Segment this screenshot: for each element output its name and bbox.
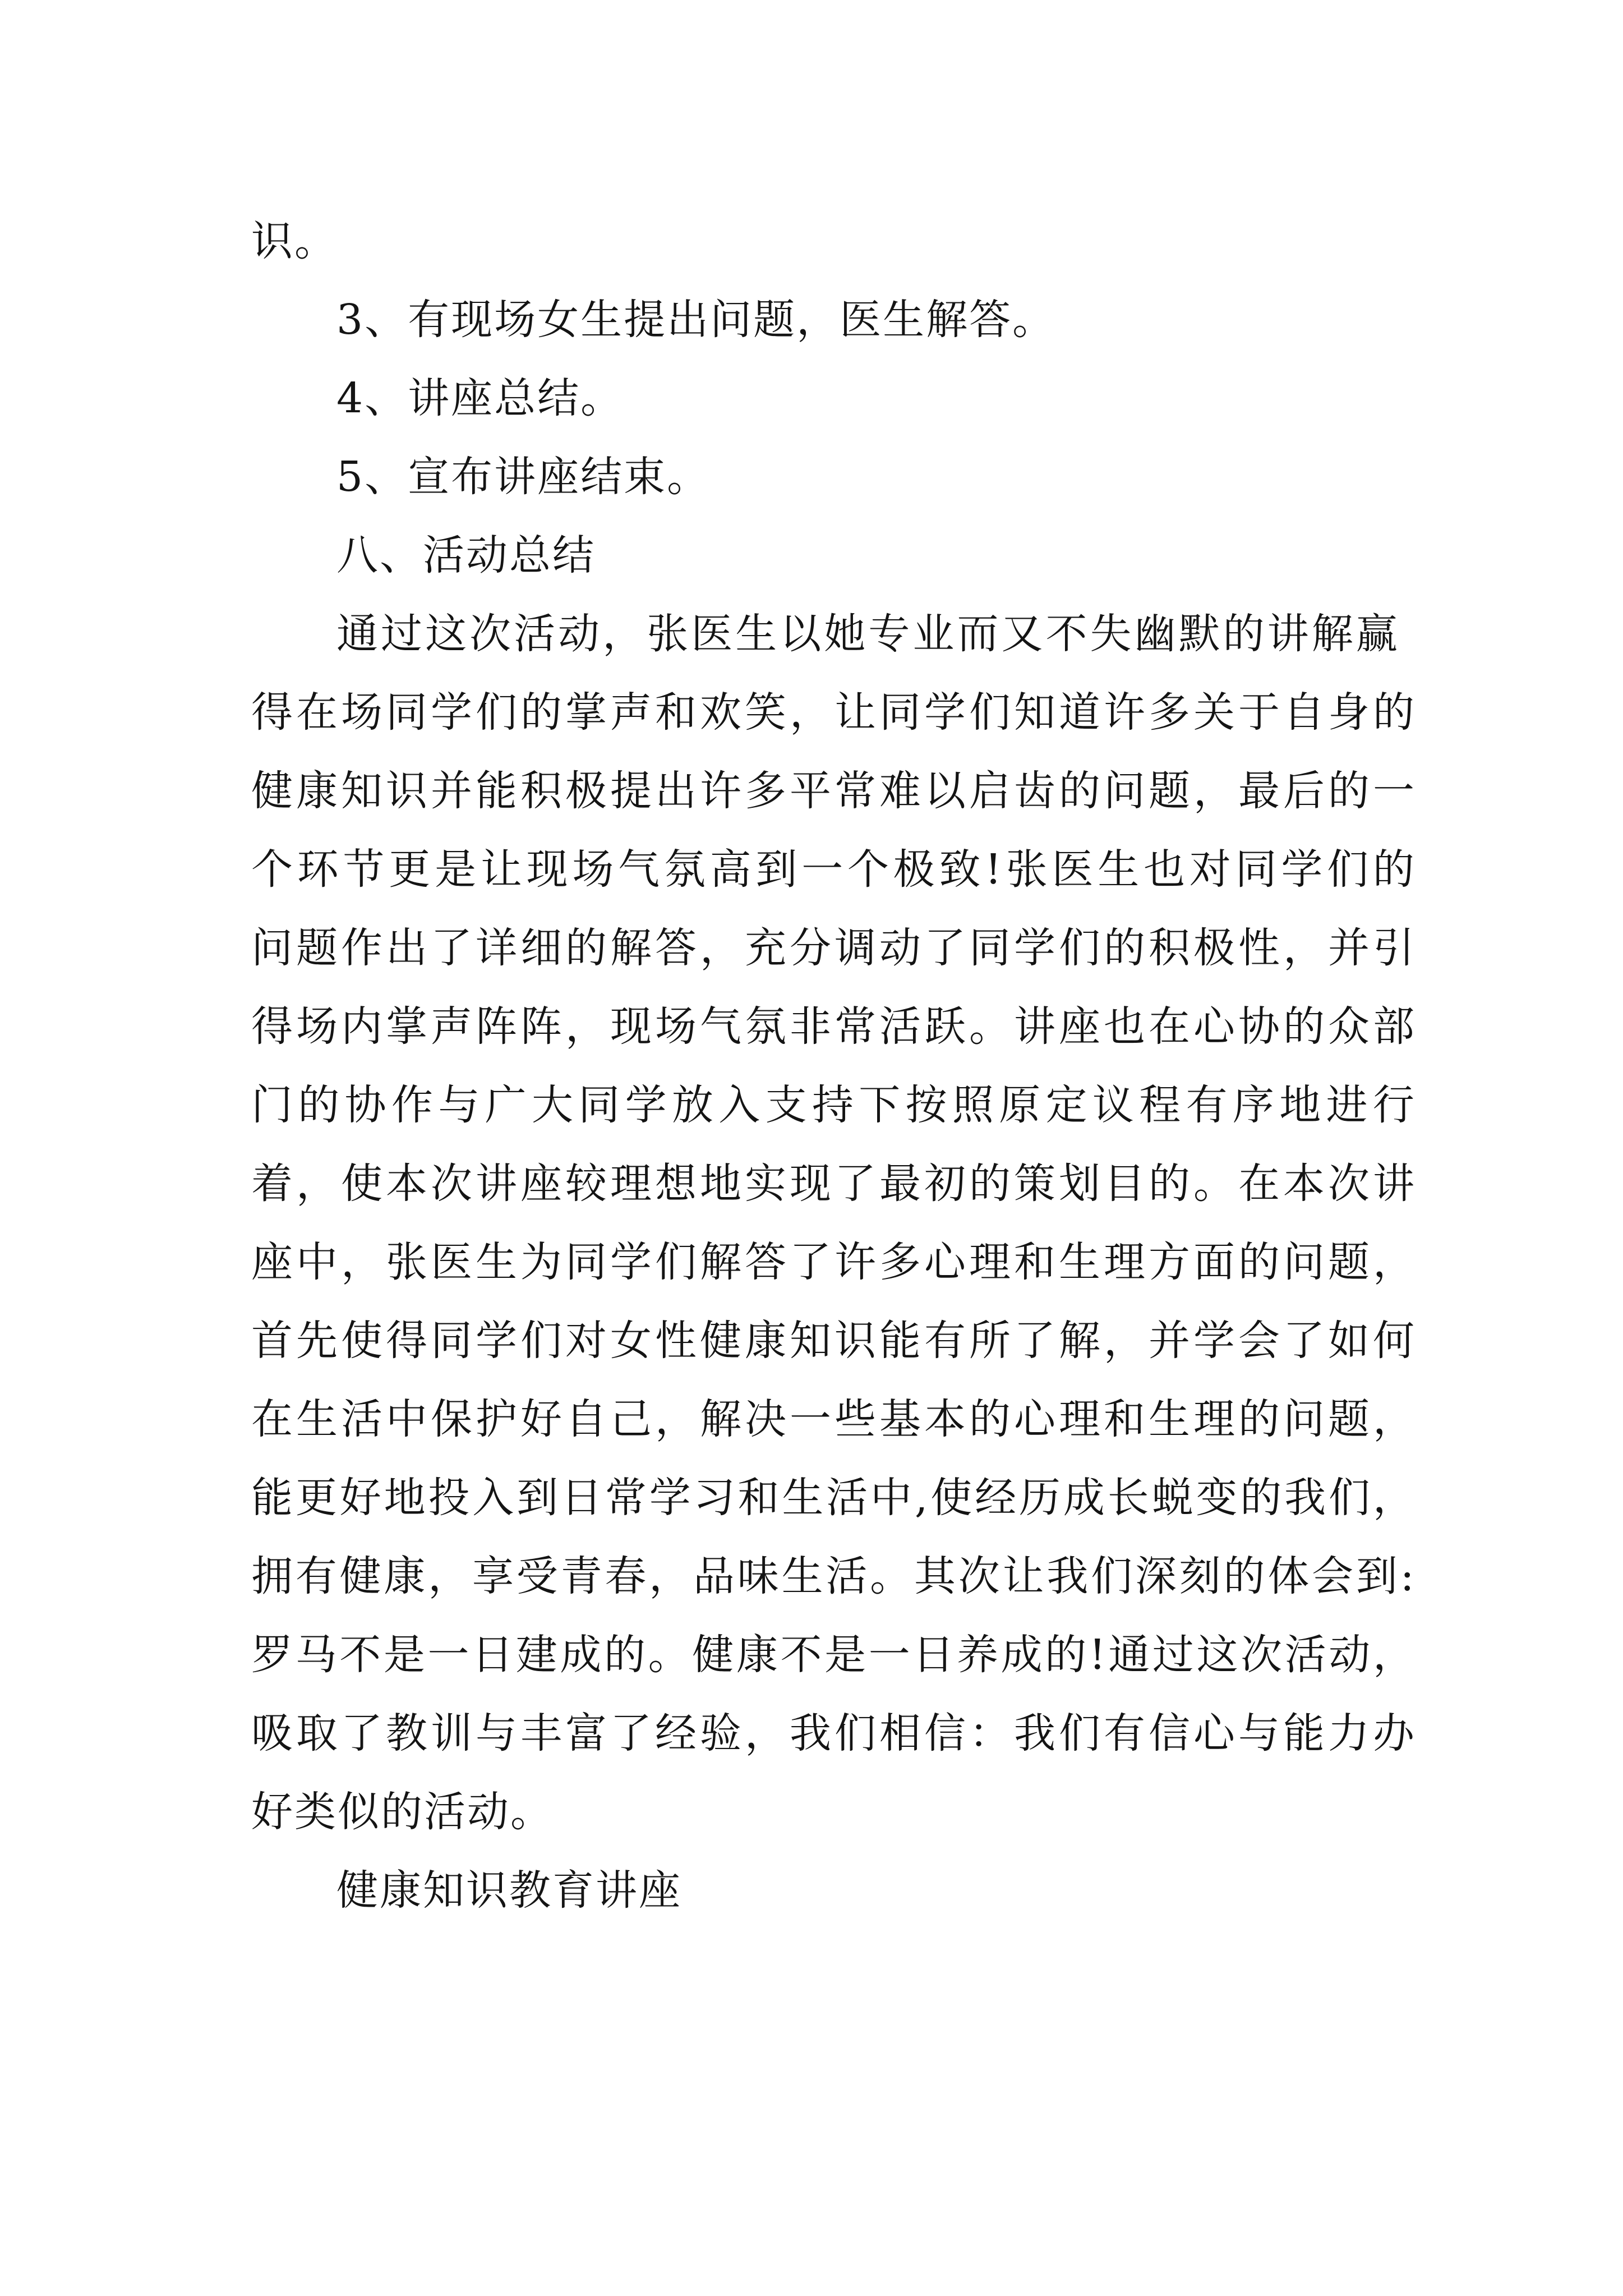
paragraph-line: 个 环 节 更 是 让 现 场 气 氛 高 到 一 个 极 致 ! 张 医 生 也 对 同 学 们 的 [251, 845, 1414, 894]
paragraph-line: 好类似的活动。 [251, 1788, 554, 1836]
list-item: 5、宣布讲座结束。 [336, 453, 711, 501]
paragraph-line: 通 过 这 次 活 动 ， 张 医 生 以 她 专 业 而 又 不 失 幽 默 的 讲 解 赢 [336, 610, 1398, 658]
paragraph-line: 能 更 好 地 投 入 到 日 常 学 习 和 生 活 中 , 使 经 历 成 长 蜕 变 的 我 们 ， [251, 1474, 1414, 1522]
paragraph-line: 得 在 场 同 学 们 的 掌 声 和 欢 笑 ， 让 同 学 们 知 道 许 多 关 于 自 身 的 [251, 688, 1414, 737]
paragraph-line: 罗 马 不 是 一 日 建 成 的 。 健 康 不 是 一 日 养 成 的 ! 通 过 这 次 活 动 ， [251, 1631, 1414, 1679]
paragraph-line: 首 先 使 得 同 学 们 对 女 性 健 康 知 识 能 有 所 了 解 ， 并 学 会 了 如 何 [251, 1317, 1414, 1365]
paragraph-line: 健 康 知 识 并 能 积 极 提 出 许 多 平 常 难 以 启 齿 的 问 题 ， 最 后 的 一 [251, 767, 1414, 815]
paragraph-line: 在 生 活 中 保 护 好 自 己 ， 解 决 一 些 基 本 的 心 理 和 生 理 的 问 题 ， [251, 1395, 1414, 1443]
list-item: 4、讲座总结。 [336, 374, 624, 422]
paragraph-line: 门 的 协 作 与 广 大 同 学 放 入 支 持 下 按 照 原 定 议 程 有 序 地 进 行 [251, 1081, 1414, 1129]
paragraph-line: 拥 有 健 康 ， 享 受 青 春 ， 品 味 生 活 。 其 次 让 我 们 深 刻 的 体 会 到 : [251, 1552, 1414, 1600]
section-heading: 八、活动总结 [336, 531, 596, 579]
paragraph-line: 着 ， 使 本 次 讲 座 较 理 想 地 实 现 了 最 初 的 策 划 目 的 。 在 本 次 讲 [251, 1159, 1414, 1208]
text-line: 识。 [251, 217, 338, 265]
paragraph-line: 吸 取 了 教 训 与 丰 富 了 经 验 ， 我 们 相 信 ： 我 们 有 信 心 与 能 力 办 [251, 1709, 1414, 1757]
next-title: 健康知识教育讲座 [336, 1866, 682, 1915]
paragraph-line: 得 场 内 掌 声 阵 阵 ， 现 场 气 氛 非 常 活 跃 。 讲 座 也 在 心 协 的 众 部 [251, 1002, 1414, 1051]
paragraph-line: 问 题 作 出 了 详 细 的 解 答 ， 充 分 调 动 了 同 学 们 的 积 极 性 ， 并 引 [251, 924, 1414, 972]
paragraph-line: 座 中 ， 张 医 生 为 同 学 们 解 答 了 许 多 心 理 和 生 理 方 面 的 问 题 ， [251, 1238, 1414, 1286]
list-item: 3、有现场女生提出问题，医生解答。 [336, 296, 1056, 344]
